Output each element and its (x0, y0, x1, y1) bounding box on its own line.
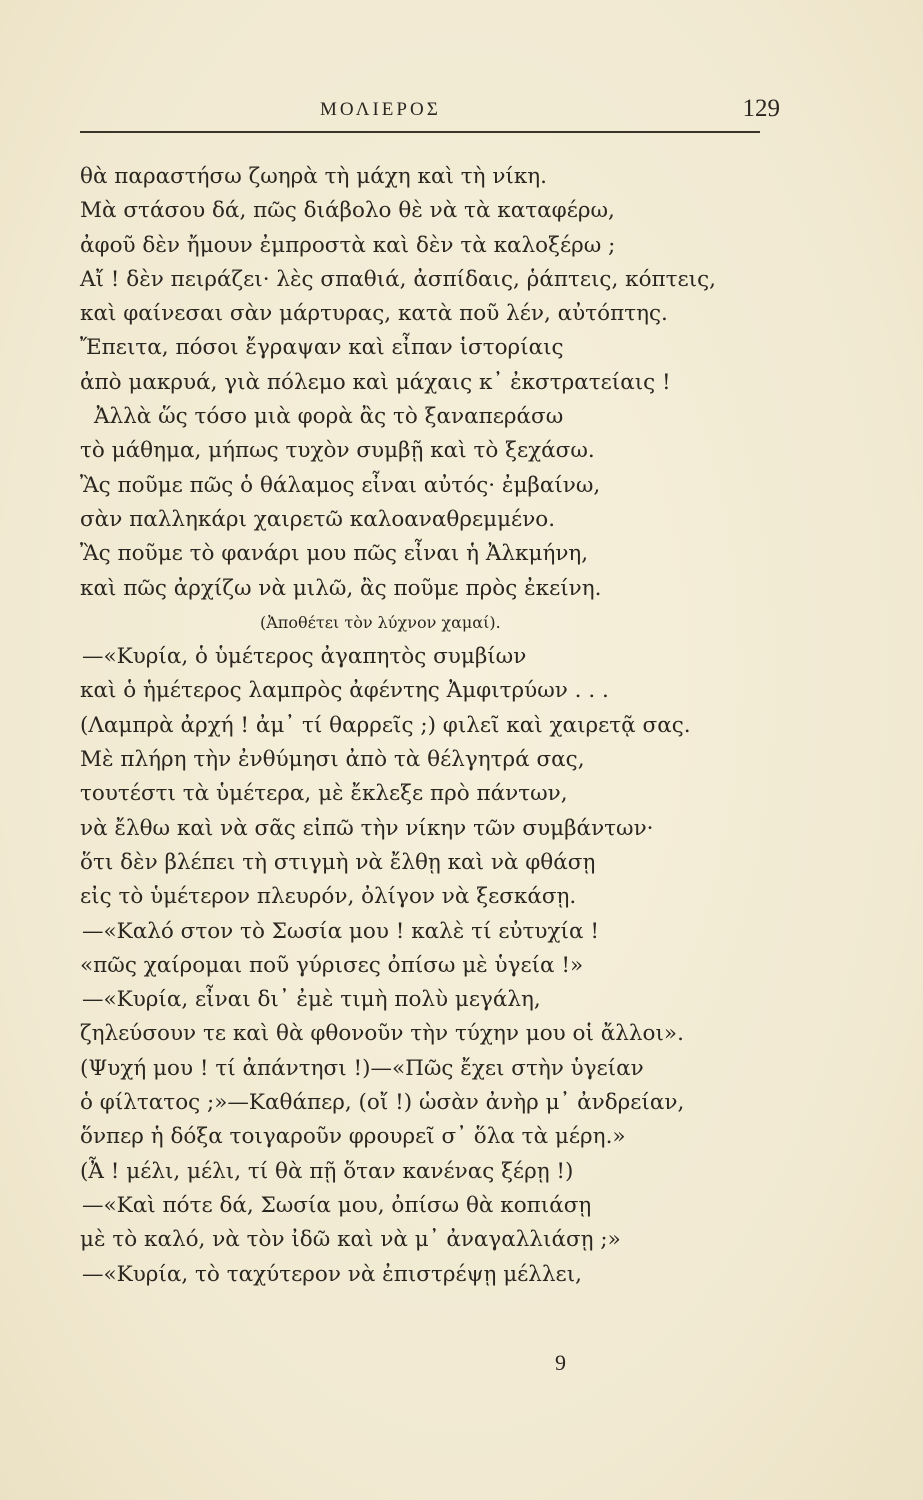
verse-line: σὰν παλληκάρι χαιρετῶ καλοαναθρεμμένο. (80, 506, 556, 532)
verse-line: ζηλεύσουν τε καὶ θὰ φθονοῦν τὴν τύχην μου οἱ ἄλλοι». (80, 1021, 684, 1047)
verse-line: νὰ ἔλθω καὶ νὰ σᾶς εἰπῶ τὴν νίκην τῶν συμβάντων· (80, 815, 654, 841)
running-title: ΜΟΛΙΕΡΟΣ (320, 99, 441, 120)
verse-line: μὲ τὸ καλό, νὰ τὸν ἰδῶ καὶ νὰ μ᾽ ἀναγαλλιάσῃ ;» (80, 1227, 621, 1253)
verse-line: τουτέστι τὰ ὑμέτερα, μὲ ἔκλεξε πρὸ πάντων, (80, 781, 568, 807)
verse-line: —«Κυρία, εἶναι δι᾽ ἐμὲ τιμὴ πολὺ μεγάλη, (82, 987, 541, 1013)
verse-line: ὁ φίλτατος ;»—Καθάπερ, (οἴ !) ὡσὰν ἀνὴρ μ᾽ ἀνδρείαν, (80, 1090, 685, 1116)
verse-line: —«Κυρία, ὁ ὑμέτερος ἀγαπητὸς συμβίων (82, 644, 527, 670)
verse-line: —«Καὶ πότε δά, Σωσία μου, ὀπίσω θὰ κοπιάσῃ (82, 1192, 592, 1218)
verse-line: εἰς τὸ ὑμέτερον πλευρόν, ὀλίγον νὰ ξεσκάσῃ. (80, 884, 577, 910)
verse-line: (Ψυχή μου ! τί ἀπάντησι !)—«Πῶς ἔχει στὴν ὑγείαν (80, 1055, 644, 1081)
verse-line: Ἔπειτα, πόσοι ἔγραψαν καὶ εἶπαν ἱστορίαις (80, 335, 564, 361)
verse-text (80, 160, 800, 1292)
verse-line: Αἴ ! δὲν πειράζει· λὲς σπαθιά, ἀσπίδαις, ῥάπτεις, κόπτεις, (80, 266, 716, 292)
verse-line: ὅνπερ ἡ δόξα τοιγαροῦν φρουρεῖ σ᾽ ὅλα τὰ μέρη.» (80, 1124, 626, 1150)
running-head (80, 95, 780, 125)
verse-line: Ἂς ποῦμε πῶς ὁ θάλαμος εἶναι αὐτός· ἐμβαίνω, (80, 472, 601, 498)
header-rule (80, 131, 760, 133)
verse-line: Ἂς ποῦμε τὸ φανάρι μου πῶς εἶναι ἡ Ἀλκμήνη, (80, 541, 589, 567)
verse-line: τὸ μάθημα, μήπως τυχὸν συμβῇ καὶ τὸ ξεχάσω. (80, 438, 595, 464)
verse-line: «πῶς χαίρομαι ποῦ γύρισες ὀπίσω μὲ ὑγεία !» (80, 952, 584, 978)
verse-line: ὅτι δὲν βλέπει τὴ στιγμὴ νὰ ἔλθῃ καὶ νὰ φθάσῃ (80, 849, 596, 875)
verse-line: Μὰ στάσου δά, πῶς διάβολο θὲ νὰ τὰ καταφέρω, (80, 198, 615, 224)
verse-line: καὶ πῶς ἀρχίζω νὰ μιλῶ, ἂς ποῦμε πρὸς ἐκείνη. (80, 575, 602, 601)
page-number: 129 (742, 95, 780, 122)
verse-line: ἀπὸ μακρυά, γιὰ πόλεμο καὶ μάχαις κ᾽ ἐκστρατείαις ! (80, 369, 671, 395)
stage-direction: (Ἀποθέτει τὸν λύχνον χαμαί). (260, 612, 501, 632)
verse-line: Μὲ πλήρη τὴν ἐνθύμησι ἀπὸ τὰ θέλγητρά σας, (80, 747, 585, 773)
verse-line: καὶ φαίνεσαι σὰν μάρτυρας, κατὰ ποῦ λέν, αὐτόπτης. (80, 301, 668, 327)
verse-line: Ἀλλὰ ὥς τόσο μιὰ φορὰ ἂς τὸ ξαναπεράσω (94, 404, 564, 430)
verse-line: ἀφοῦ δὲν ἤμουν ἐμπροστὰ καὶ δὲν τὰ καλοξέρω ; (80, 232, 616, 258)
signature-mark: 9 (555, 1350, 566, 1375)
verse-line: —«Καλό στον τὸ Σωσία μου ! καλὲ τί εὐτυχία ! (82, 918, 599, 944)
verse-line: (Ἆ ! μέλι, μέλι, τί θὰ πῇ ὅταν κανένας ξέρῃ !) (80, 1158, 574, 1184)
verse-line: —«Κυρία, τὸ ταχύτερον νὰ ἐπιστρέψῃ μέλλει, (82, 1261, 582, 1287)
verse-line: θὰ παραστήσω ζωηρὰ τὴ μάχη καὶ τὴ νίκη. (80, 164, 547, 189)
verse-line: (Λαμπρὰ ἀρχή ! ἀμ᾽ τί θαρρεῖς ;) φιλεῖ καὶ χαιρετᾷ σας. (80, 712, 691, 738)
verse-line: καὶ ὁ ἡμέτερος λαμπρὸς ἀφέντης Ἀμφιτρύων . . . (80, 678, 609, 704)
